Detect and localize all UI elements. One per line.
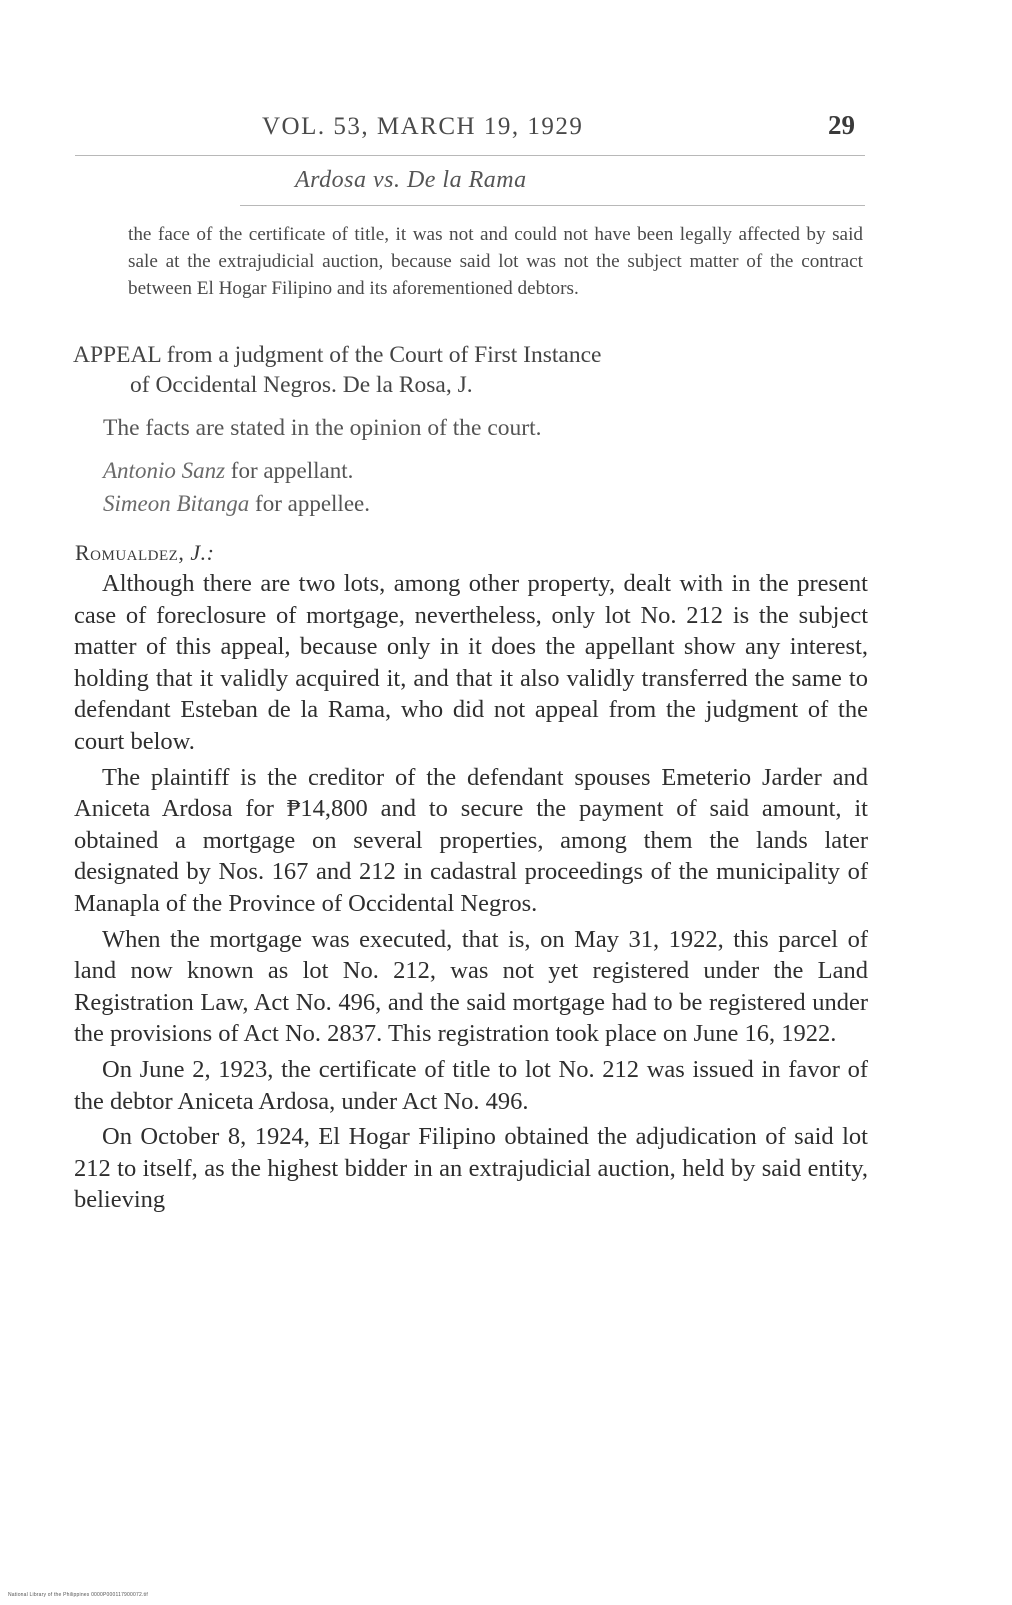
counsel-name: Simeon Bitanga: [103, 491, 250, 516]
counsel-role: for appellee.: [255, 491, 370, 516]
facts-statement: The facts are stated in the opinion of the court.: [103, 415, 542, 441]
paragraph: When the mortgage was executed, that is, on May 31, 1922, this parcel of land now known as lot No. 212, was not yet registered under the Land Registration Law, Act No. 496, and the said mortgage had to be registered under the provisions of Act No. 2837. This registration took place on June 16, 1922.: [74, 925, 868, 1048]
counsel-appellee: [103, 491, 370, 517]
opinion-body: [74, 568, 868, 1220]
counsel-role: for appellant.: [230, 458, 354, 483]
paragraph: Although there are two lots, among other property, dealt with in the present case of foreclosure of mortgage, nevertheless, only lot No. 212 is the subject matter of this appeal, because only in it does the appellant show any interest, holding that it validly acquired it, and that it also validly transferred the same to defendant Esteban de la Rama, who did not appeal from the judgment of the court below.: [74, 570, 868, 755]
scan-footer: National Library of the Philippines 0000P000117900072.tif: [8, 1592, 149, 1598]
case-title: Ardosa vs. De la Rama: [295, 167, 527, 193]
page-number: 29: [828, 110, 855, 140]
judge-suffix: J.:: [190, 540, 215, 565]
paragraph: The plaintiff is the creditor of the defendant spouses Emeterio Jarder and Aniceta Ardosa for ₱14,800 and to secure the payment of said amount, it obtained a mortgage on several properties, among them the lands later designated by Nos. 167 and 212 in cadastral proceedings of the municipality of Manapla of the Province of Occidental Negros.: [74, 763, 868, 917]
header-rule: [75, 155, 865, 156]
paragraph: On June 2, 1923, the certificate of title to lot No. 212 was issued in favor of the debtor Aniceta Ardosa, under Act No. 496.: [74, 1055, 868, 1115]
judge-heading: Romualdez, J.:: [75, 540, 215, 565]
syllabus-text: the face of the certificate of title, it was not and could not have been legally affected by said sale at the extrajudicial auction, because said lot was not the subject matter of the contract between El Hogar Filipino and its aforementioned debtors.: [128, 224, 863, 299]
appeal-line-2: of Occidental Negros. De la Rosa, J.: [130, 372, 473, 398]
counsel-name: Antonio Sanz: [103, 458, 226, 483]
appeal-statement: [73, 340, 861, 400]
counsel-appellant: [103, 458, 353, 484]
paragraph: On October 8, 1924, El Hogar Filipino obtained the adjudication of said lot 212 to itself, as the highest bidder in an extrajudicial auction, held by said entity, believing: [74, 1123, 868, 1214]
case-title-rule: [240, 205, 865, 206]
judge-name: Romualdez: [75, 540, 179, 565]
running-head: VOL. 53, MARCH 19, 1929: [262, 113, 584, 140]
appeal-line-1: APPEAL from a judgment of the Court of First Instance: [73, 342, 602, 368]
